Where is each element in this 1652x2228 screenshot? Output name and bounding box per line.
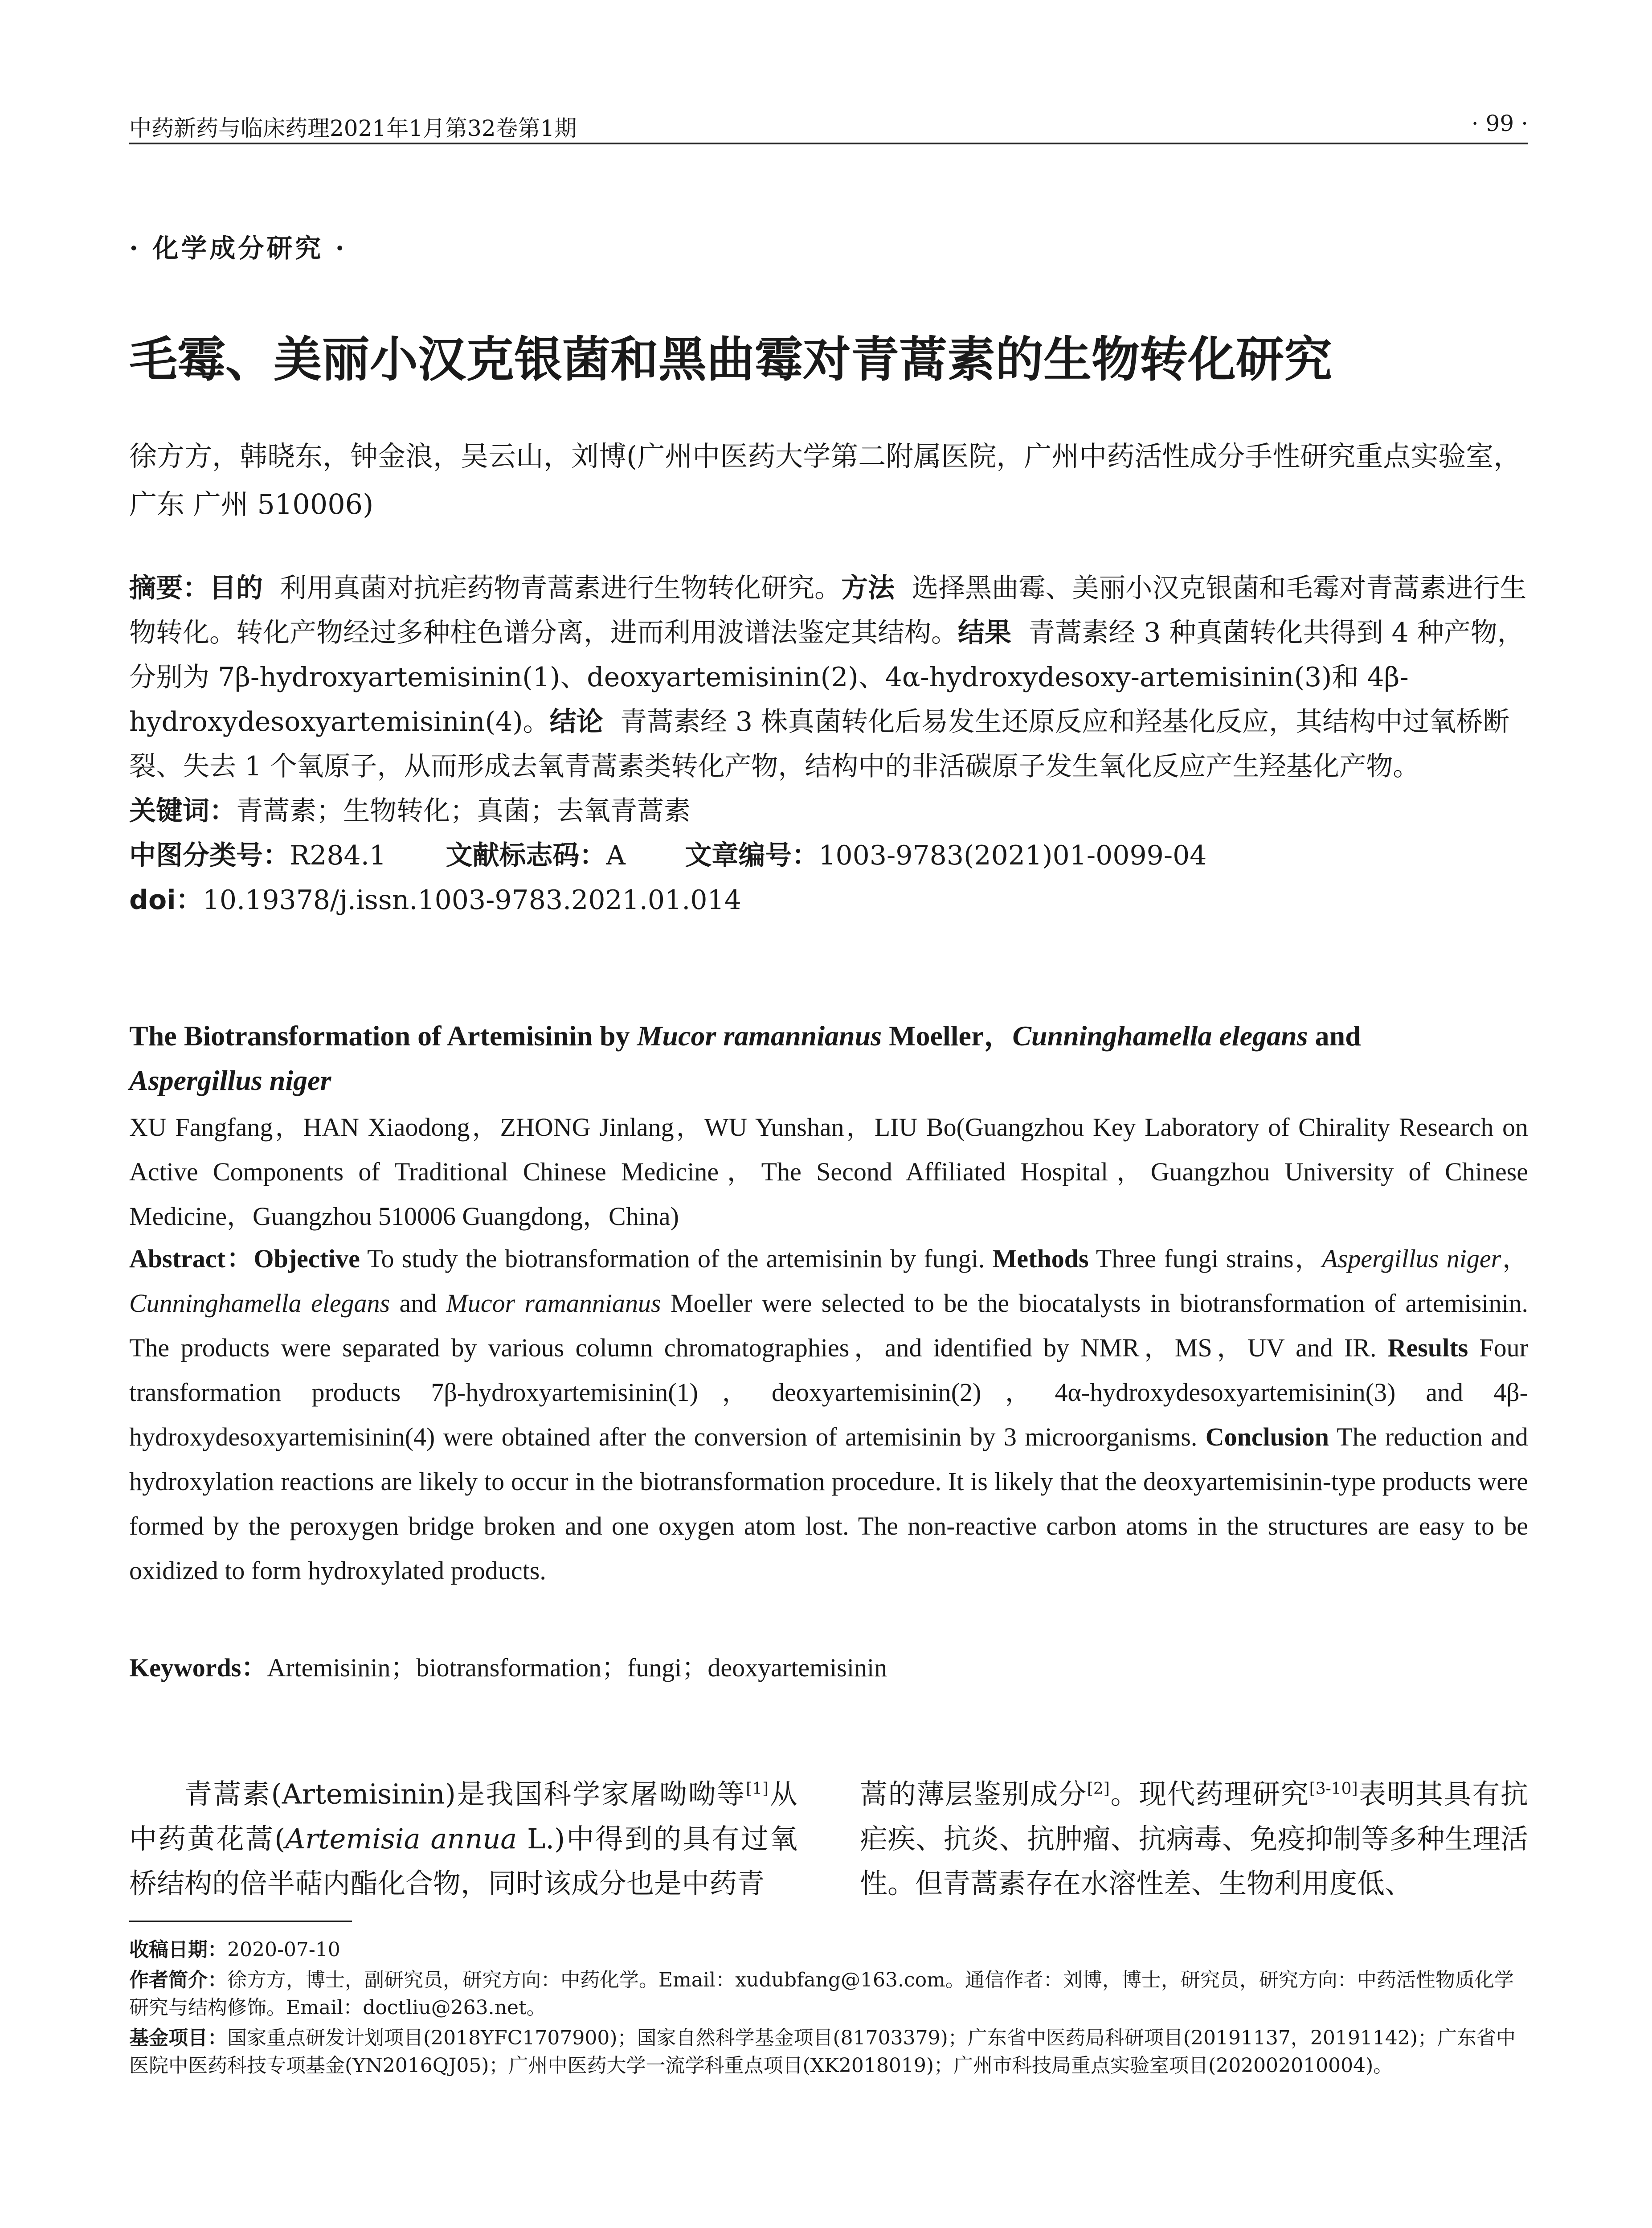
body-column-right	[860, 1767, 1528, 1906]
title-en-part2: Moeller，	[882, 1020, 1013, 1052]
title-english	[129, 1014, 1528, 1103]
footnotes	[129, 1936, 1528, 2082]
journal-info: 中药新药与临床药理2021年1月第32卷第1期	[129, 115, 577, 141]
methods-en-label: Methods	[992, 1244, 1089, 1273]
running-header	[129, 111, 1528, 144]
results-label: 结果	[958, 617, 1011, 648]
author-value: 徐方方，博士，副研究员，研究方向：中药化学。Email：xudubfang@163.com。通信作者：刘博，博士，研究员，研究方向：中药活性物质化学研究与结构修饰。Email：doctliu@263.net。	[129, 1969, 1514, 2019]
title-en-species3: Aspergillus niger	[129, 1065, 331, 1096]
abstract-chinese	[129, 566, 1528, 922]
doi-line	[129, 878, 1528, 922]
title-en-species1: Mucor ramannianus	[637, 1020, 882, 1052]
results-text: 青蒿素经 3 种真菌转化共得到 4 种产物，分别为 7β-hydroxyartemisinin(1)、deoxyartemisinin(2)、4α-hydroxydesoxy-artemisinin(3)和 4β-hydroxydesoxyartemisinin(4)。	[129, 617, 1524, 737]
citation-ref[interactable]: [1]	[746, 1780, 769, 1798]
keywords-en-label: Keywords：	[129, 1653, 267, 1682]
results-en-label: Results	[1387, 1333, 1468, 1362]
section-label: · 化学成分研究 ·	[129, 233, 347, 263]
doi-label: doi：	[129, 885, 203, 916]
citation-ref[interactable]: [3-10]	[1309, 1780, 1358, 1798]
abstract-label: 摘要：	[129, 573, 209, 604]
title-chinese: 毛霉、美丽小汉克银菌和黑曲霉对青蒿素的生物转化研究	[129, 332, 1333, 388]
doc-code-label: 文献标志码：	[446, 840, 606, 871]
methods-en-species3: Mucor ramannianus	[446, 1289, 661, 1318]
body-left-text-c: L.)中得到的具有过氧桥结构的倍半萜内酯化合物，同时该成分也是中药青	[129, 1822, 797, 1900]
objective-label: 目的	[209, 573, 263, 604]
authors-english: XU Fangfang，HAN Xiaodong，ZHONG Jinlang，WU Yunshan，LIU Bo(Guangzhou Key Laboratory of Chirality Research on Active Components of Traditional Chinese Medicine，The Second Affiliated Hospital，Guangzhou University of Chinese Medicine，Guangzhou 510006 Guangdong，China)	[129, 1113, 1528, 1231]
abstract-en-label: Abstract：	[129, 1244, 254, 1273]
body-column-left	[129, 1767, 797, 1906]
keywords-en-value: Artemisinin；biotransformation；fungi；deoxyartemisinin	[267, 1653, 887, 1682]
article-no-label: 文章编号：	[685, 840, 819, 871]
results-en-text: Four transformation products 7β-hydroxyartemisinin(1)，deoxyartemisinin(2)，4α-hydroxydesoxyartemisinin(3) and 4β-hydroxydesoxyartemisinin(4) were obtained after the conversion of artemisinin by 3 microorganisms.	[129, 1333, 1529, 1451]
clc-label: 中图分类号：	[129, 840, 290, 871]
body-right-text-b: 。现代药理研究	[1109, 1777, 1309, 1810]
fund-value: 国家重点研发计划项目(2018YFC1707900)；国家自然科学基金项目(81703379)；广东省中医药局科研项目(20191137，20191142)；广东省中医院中医药科技专项基金(YN2016QJ05)；广州中医药大学一流学科重点项目(XK2018019)；广州市科技局重点实验室项目(202002010004)。	[129, 2027, 1516, 2077]
title-en-species2: Cunninghamella elegans	[1012, 1020, 1308, 1052]
author-label: 作者简介：	[129, 1969, 227, 1991]
body-left-species: Artemisia annua	[285, 1822, 517, 1855]
body-left-text-a: 青蒿素(Artemisinin)是我国科学家屠呦呦等	[184, 1777, 746, 1810]
conclusion-text: 青蒿素经 3 株真菌转化后易发生还原反应和羟基化反应，其结构中过氧桥断裂、失去 1 个氧原子，从而形成去氧青蒿素类转化产物，结构中的非活碳原子发生氧化反应产生羟基化产物。	[129, 706, 1510, 782]
conclusion-en-label: Conclusion	[1205, 1422, 1329, 1451]
classification-line	[129, 833, 1528, 878]
body-left-text-b: 从中药黄花蒿(	[129, 1777, 797, 1855]
footnote-divider	[129, 1921, 352, 1922]
methods-label: 方法	[841, 573, 895, 604]
received-value: 2020-07-10	[227, 1938, 340, 1961]
fund-label: 基金项目：	[129, 2027, 227, 2049]
methods-en-species1: Aspergillus niger	[1322, 1244, 1501, 1273]
keywords-chinese	[129, 789, 1528, 833]
methods-en-sep: ，	[1501, 1244, 1528, 1273]
clc-value: R284.1	[290, 840, 386, 871]
keywords-english	[129, 1646, 1528, 1684]
methods-en-pre: Three fungi strains，	[1088, 1244, 1322, 1273]
doi-value: 10.19378/j.issn.1003-9783.2021.01.014	[202, 885, 741, 916]
footnote-author	[129, 1966, 1528, 2022]
received-label: 收稿日期：	[129, 1938, 227, 1961]
body-right-text-a: 蒿的薄层鉴别成分	[860, 1777, 1087, 1810]
conclusion-label: 结论	[549, 706, 603, 737]
authors-chinese: 徐方方，韩晓东，钟金浪，吴云山，刘博(广州中医药大学第二附属医院，广州中药活性成分手性研究重点实验室，广东 广州 510006)	[129, 440, 1521, 520]
objective-en-label: Objective	[254, 1244, 360, 1273]
title-en-part1: The Biotransformation of Artemisinin by	[129, 1020, 637, 1052]
citation-ref[interactable]: [2]	[1087, 1780, 1110, 1798]
methods-en-and: and	[390, 1289, 446, 1318]
page-number: · 99 ·	[1471, 111, 1528, 136]
footnote-received	[129, 1936, 1528, 1964]
abstract-english	[129, 1237, 1528, 1593]
methods-en-species2: Cunninghamella elegans	[129, 1289, 390, 1318]
conclusion-en-text: The reduction and hydroxylation reactions are likely to occur in the biotransformation procedure. It is likely that the deoxyartemisinin-type products were formed by the peroxygen bridge broken and one oxygen atom lost. The non-reactive carbon atoms in the structures are easy to be oxidized to form hydroxylated products.	[129, 1422, 1528, 1585]
doc-code-value: A	[606, 840, 626, 871]
objective-text: 利用真菌对抗疟药物青蒿素进行生物转化研究。	[280, 573, 842, 604]
objective-en-text: To study the biotransformation of the artemisinin by fungi.	[360, 1244, 993, 1273]
methods-en-post: Moeller were selected to be the biocatalysts in biotransformation of artemisinin. The products were separated by various column chromatographies，and identified by NMR，MS，UV and IR.	[129, 1289, 1528, 1362]
keywords-value: 青蒿素；生物转化；真菌；去氧青蒿素	[236, 795, 691, 827]
methods-text: 选择黑曲霉、美丽小汉克银菌和毛霉对青蒿素进行生物转化。转化产物经过多种柱色谱分离，进而利用波谱法鉴定其结构。	[129, 573, 1527, 648]
article-no-value: 1003-9783(2021)01-0099-04	[818, 840, 1207, 871]
footnote-fund	[129, 2024, 1528, 2080]
keywords-label: 关键词：	[129, 795, 236, 827]
title-en-part3: and	[1308, 1020, 1361, 1052]
body-right-text-c: 表明其具有抗疟疾、抗炎、抗肿瘤、抗病毒、免疫抑制等多种生理活性。但青蒿素存在水溶性差、生物利用度低、	[860, 1777, 1528, 1900]
